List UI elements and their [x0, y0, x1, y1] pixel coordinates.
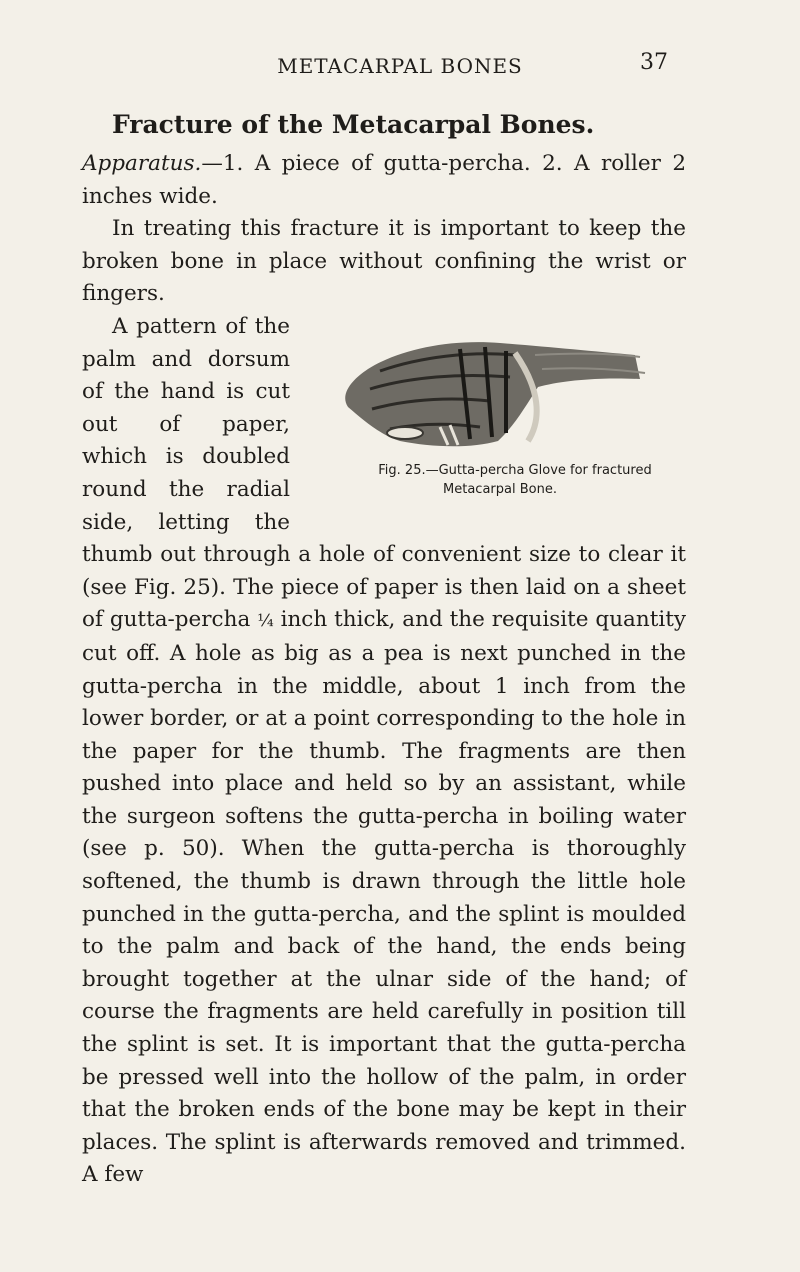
caption-line-2: Metacarpal Bone.	[443, 481, 557, 497]
paragraph-2-part-2: inch thick, and the requisite quantity cut off. A hole as big as a pea is next punched in the gutta-percha in the middle, about 1 inch from the lower border, or at a point corresponding to the hole in the paper for the thumb. The fragments are then pushed into place and held so by an assistant, while the surgeon softens the gutta-percha in boiling water (see p. 50). When the gutta-percha is thoroughly softened, the thumb is drawn through the little hole punched in the gutta-percha, and the splint is moulded to the palm and back of the hand, the ends being brought together at the ulnar side of the hand; of course the fragments are held carefully in position till the splint is set. It is important that the gutta-percha be pressed well into the hollow of the palm, in order that the broken ends of the bone may be kept in their places. The splint is afterwards removed and trimmed. A few	[82, 607, 687, 1188]
running-head: METACARPAL BONES	[277, 54, 523, 78]
section-title: Fracture of the Metacarpal Bones.	[112, 110, 595, 139]
apparatus-text: —1. A piece of gutta-percha. 2. A roller 2 inches wide.	[82, 151, 686, 209]
body-text	[82, 148, 686, 1192]
gutta-percha-glove-illustration	[310, 329, 696, 459]
caption-line-1: Fig. 25.—Gutta-percha Glove for fractured	[378, 462, 652, 478]
figure-block	[304, 311, 696, 529]
figure-caption	[304, 461, 696, 499]
paragraph-1: In treating this fracture it is important to keep the broken bone in place without confining the wrist or fingers.	[82, 216, 686, 307]
fraction: ¼	[257, 611, 274, 632]
paragraph-2-part-1: A pattern of the palm and dorsum of the hand is cut out of paper, which is doubled round the radial side, letting the thumb out through a hole of convenient size to clear it (see Fig. 25). The piece of paper is then laid on a sheet of gutta-percha	[82, 313, 686, 633]
paragraph-2	[82, 311, 686, 1192]
apparatus-paragraph	[82, 148, 686, 213]
page-number: 37	[640, 50, 668, 75]
apparatus-label: Apparatus.	[82, 151, 202, 176]
